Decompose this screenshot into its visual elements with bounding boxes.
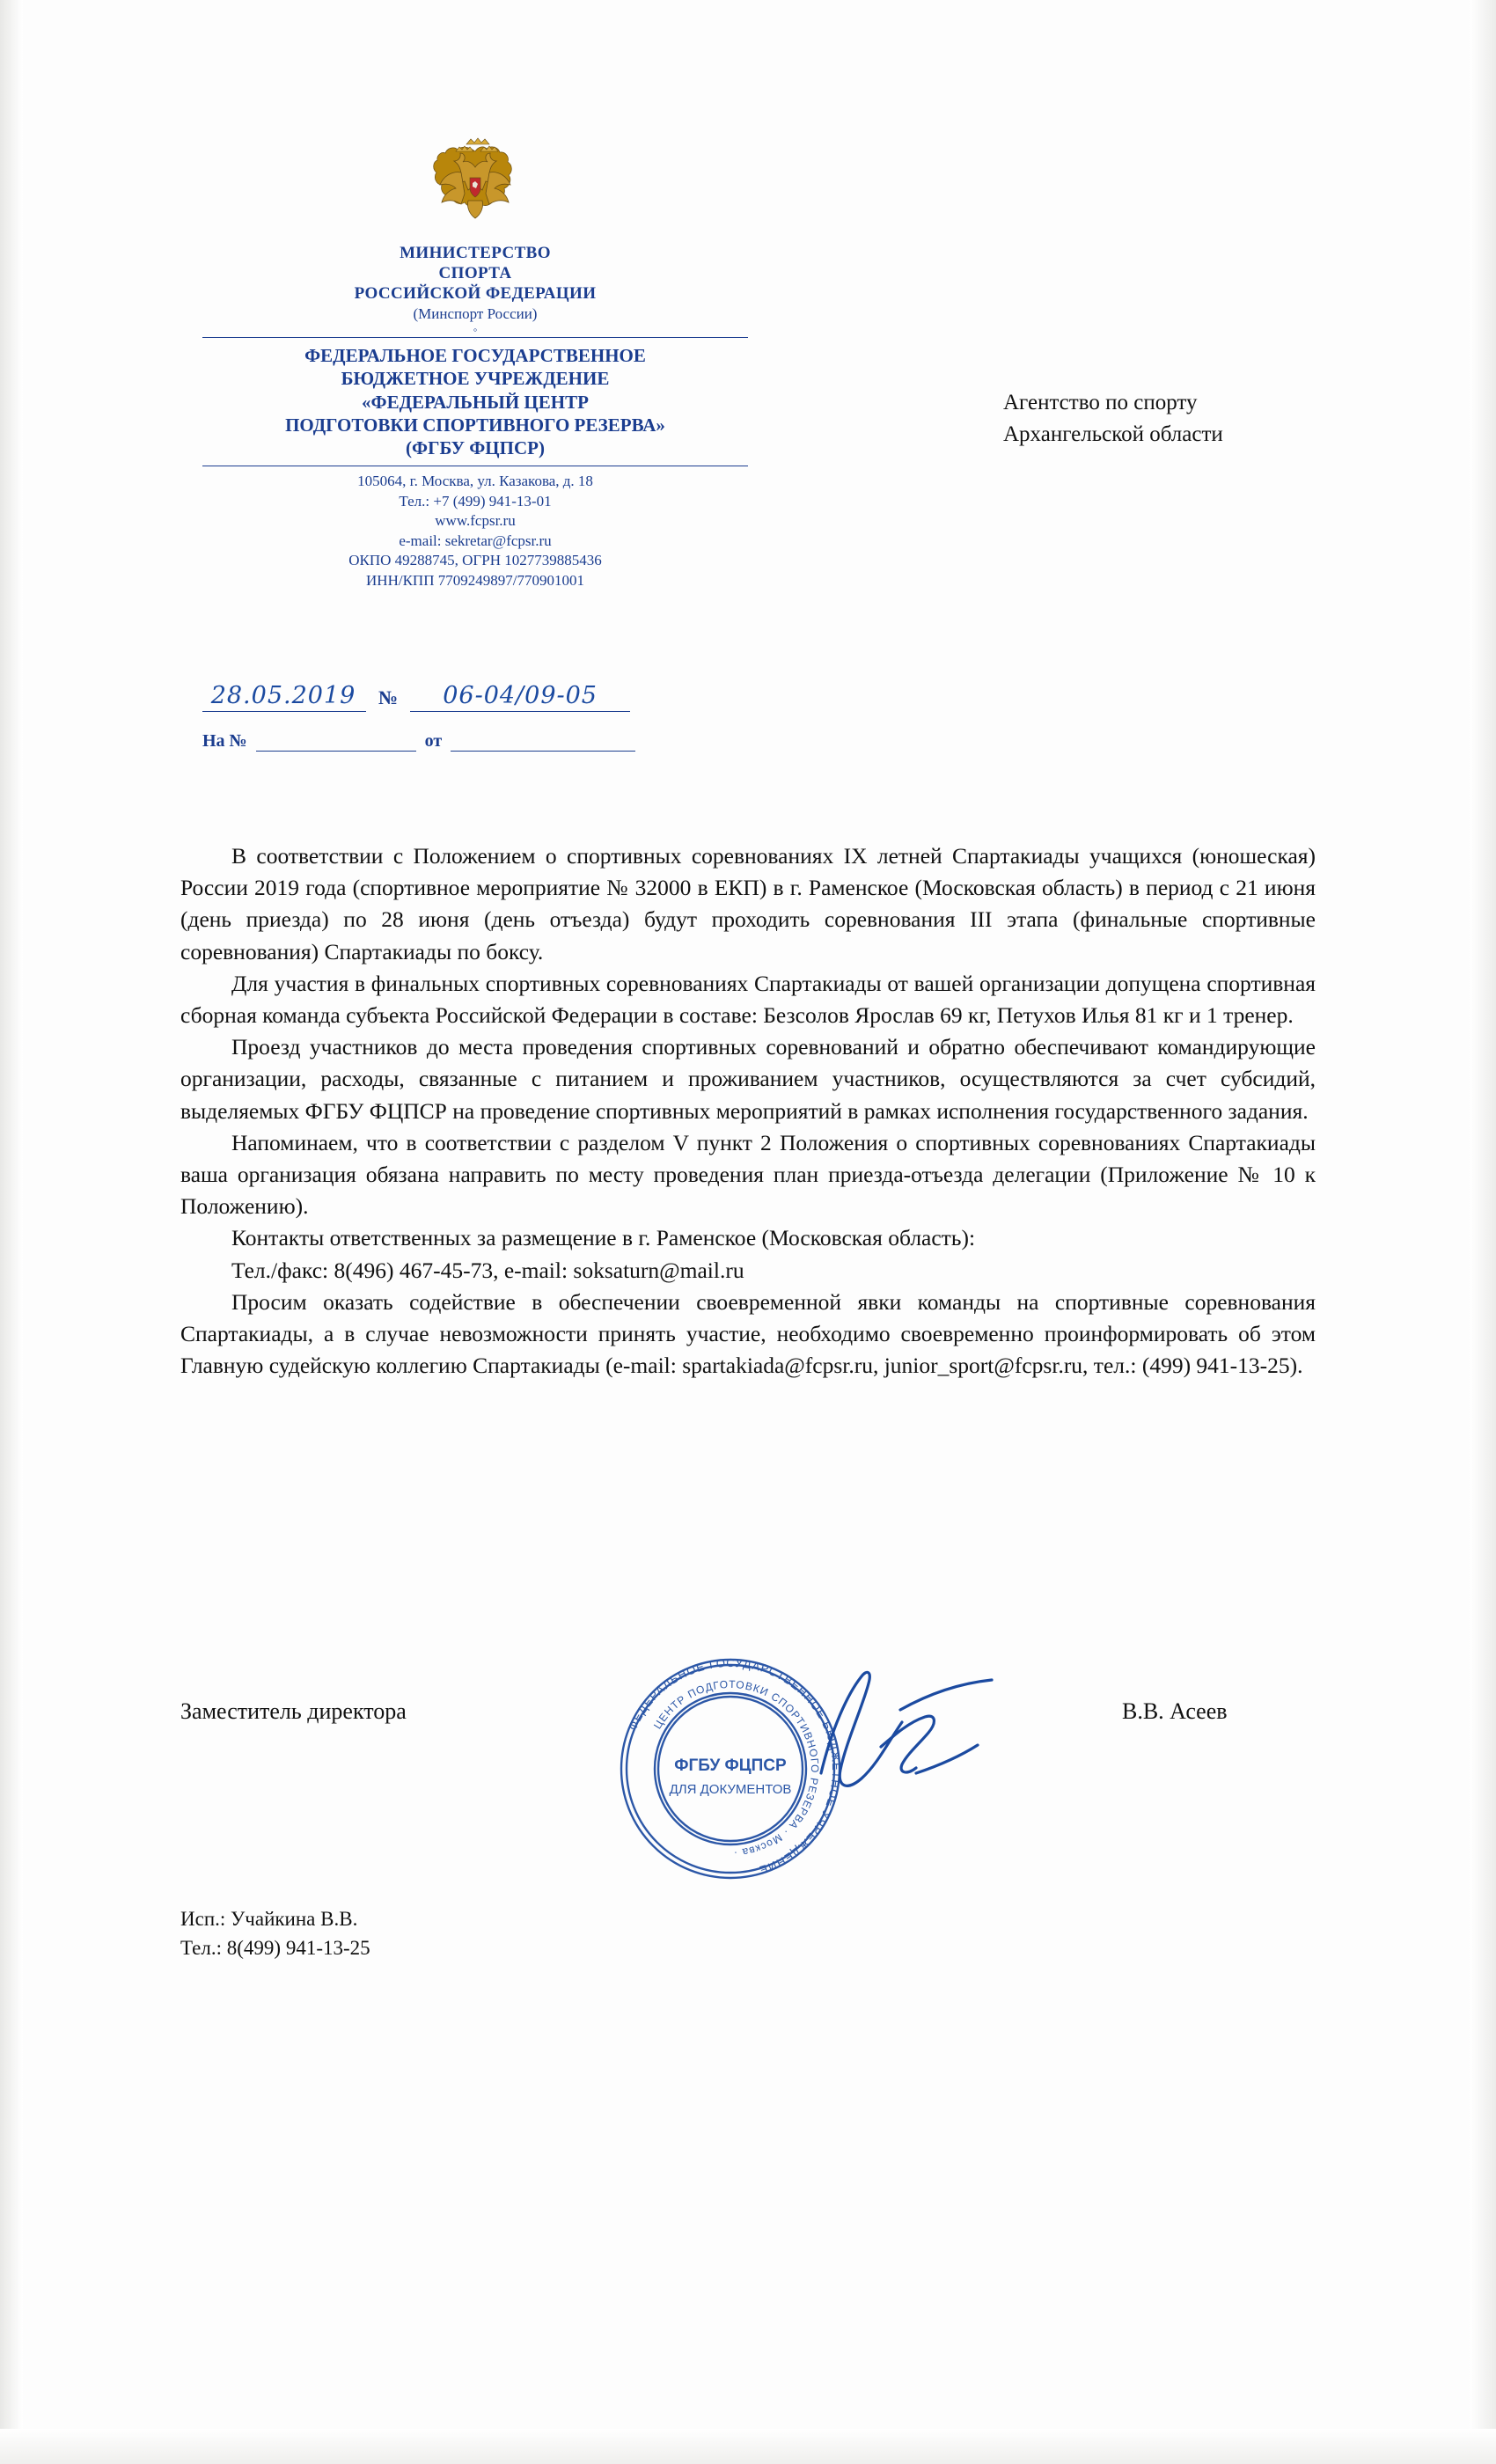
from-blank bbox=[451, 735, 635, 752]
reply-to-blank bbox=[256, 735, 416, 752]
letterhead-divider-top bbox=[202, 337, 748, 338]
ministry-line-2: СПОРТА bbox=[438, 264, 512, 283]
executor-phone: Тел.: 8(499) 941-13-25 bbox=[180, 1936, 370, 1959]
reference-date: 28.05.2019 bbox=[202, 682, 366, 712]
scan-edge-right bbox=[1470, 0, 1496, 2464]
scan-edge-bottom bbox=[0, 2429, 1496, 2464]
svg-text:ДЛЯ ДОКУМЕНТОВ: ДЛЯ ДОКУМЕНТОВ bbox=[669, 1782, 792, 1797]
executor-block bbox=[180, 1905, 370, 1962]
reference-row-outgoing bbox=[202, 682, 695, 712]
svg-text:ЦЕНТР ПОДГОТОВКИ СПОРТИВНОГО Р: ЦЕНТР ПОДГОТОВКИ СПОРТИВНОГО РЕЗЕРВА · Москва · bbox=[650, 1677, 822, 1859]
russian-federation-coat-of-arms-icon bbox=[422, 132, 528, 238]
letterhead bbox=[202, 132, 748, 590]
scan-edge-left bbox=[0, 0, 23, 2464]
ministry-short-name: (Минспорт России) bbox=[413, 304, 538, 322]
svg-text:ФГБУ ФЦПСР: ФГБУ ФЦПСР bbox=[674, 1756, 787, 1775]
org-name-line-2: БЮДЖЕТНОЕ УЧРЕЖДЕНИЕ bbox=[341, 368, 610, 390]
body-paragraph-3: Проезд участников до места проведения спортивных соревнований и обратно обеспечивают командирующие организации, расходы, связанные с питанием и проживанием участников, осуществляются за счет субсидий, выделяемых ФГБУ ФЦПСР на проведение спортивных мероприятий в рамках исполнения государственного задания. bbox=[180, 1034, 1316, 1124]
org-okpo-ogrn: ОКПО 49288745, ОГРН 1027739885436 bbox=[348, 552, 602, 569]
addressee-line-2: Архангельской области bbox=[1003, 422, 1223, 447]
body-paragraph-5: Контакты ответственных за размещение в г. Раменское (Московская область): bbox=[231, 1225, 976, 1251]
executor-name: Исп.: Учайкина В.В. bbox=[180, 1908, 358, 1930]
org-phone: Тел.: +7 (499) 941-13-01 bbox=[399, 492, 552, 510]
reference-block bbox=[202, 682, 695, 752]
org-website: www.fcpsr.ru bbox=[435, 512, 516, 530]
addressee-line-1: Агентство по спорту bbox=[1003, 391, 1198, 414]
addressee-block bbox=[1003, 387, 1373, 451]
org-name-line-5: (ФГБУ ФЦПСР) bbox=[406, 437, 545, 459]
number-sign: № bbox=[378, 686, 399, 708]
letter-body bbox=[180, 840, 1316, 1382]
signer-name: В.В. Асеев bbox=[1122, 1698, 1228, 1724]
org-email: e-mail: sekretar@fcpsr.ru bbox=[399, 532, 552, 549]
org-address: 105064, г. Москва, ул. Казакова, д. 18 bbox=[357, 473, 593, 490]
ministry-line-3: РОССИЙСКОЙ ФЕДЕРАЦИИ bbox=[354, 284, 597, 304]
reference-row-incoming bbox=[202, 731, 695, 752]
body-paragraph-4: Напоминаем, что в соответствии с разделом V пункт 2 Положения о спортивных соревнованиях Спартакиады ваша организация обязана направить по месту проведения план приезда-отъезда делегации (Приложение № 10 к Положению). bbox=[180, 1129, 1316, 1220]
from-label: от bbox=[424, 731, 443, 751]
reply-to-label: На № bbox=[202, 731, 247, 751]
org-inn-kpp: ИНН/КПП 7709249897/770901001 bbox=[366, 571, 584, 589]
dot-divider: ◦ bbox=[473, 322, 478, 336]
org-name-line-3: «ФЕДЕРАЛЬНЫЙ ЦЕНТР bbox=[362, 391, 589, 413]
body-paragraph-7: Просим оказать содействие в обеспечении своевременной явки команды на спортивные соревнования Спартакиады, а в случае невозможности принять участие, необходимо своевременно проинформировать об этом Главную судейскую коллегию Спартакиады (e-mail: spartakiada@fcpsr.ru, junior_sport@fcpsr.ru, тел.: (499) 941-13-25). bbox=[180, 1288, 1316, 1379]
ministry-line-1: МИНИСТЕРСТВО bbox=[400, 244, 551, 262]
body-paragraph-1: В соответствии с Положением о спортивных соревнованиях IX летней Спартакиады учащихся (юношеская) России 2019 года (спортивное мероприятие № 32000 в ЕКП) в г. Раменское (Московская область) в период с 21 июня (день приезда) по 28 июня (день отъезда) будут проходить соревнования III этапа (финальные спортивные соревнования) Спартакиады по боксу. bbox=[180, 843, 1316, 964]
org-name-line-1: ФЕДЕРАЛЬНОЕ ГОСУДАРСТВЕННОЕ bbox=[304, 345, 646, 367]
org-name-line-4: ПОДГОТОВКИ СПОРТИВНОГО РЕЗЕРВА» bbox=[285, 414, 665, 436]
official-round-stamp-icon bbox=[607, 1646, 854, 1892]
svg-text:ФЕДЕРАЛЬНОЕ ГОСУДАРСТВЕННОЕ БЮ: ФЕДЕРАЛЬНОЕ ГОСУДАРСТВЕННОЕ БЮДЖЕТНОЕ УЧРЕЖДЕНИЕ bbox=[626, 1655, 844, 1878]
body-paragraph-2: Для участия в финальных спортивных соревнованиях Спартакиады от вашей организации допущена спортивная сборная команда субъекта Российской Федерации в составе: Безсолов Ярослав 69 кг, Петухов Илья 81 кг и 1 тренер. bbox=[180, 970, 1316, 1029]
reference-number: 06-04/09-05 bbox=[410, 682, 630, 712]
signer-position: Заместитель директора bbox=[180, 1698, 407, 1724]
body-paragraph-6: Тел./факс: 8(496) 467-45-73, e-mail: soksaturn@mail.ru bbox=[231, 1257, 744, 1283]
